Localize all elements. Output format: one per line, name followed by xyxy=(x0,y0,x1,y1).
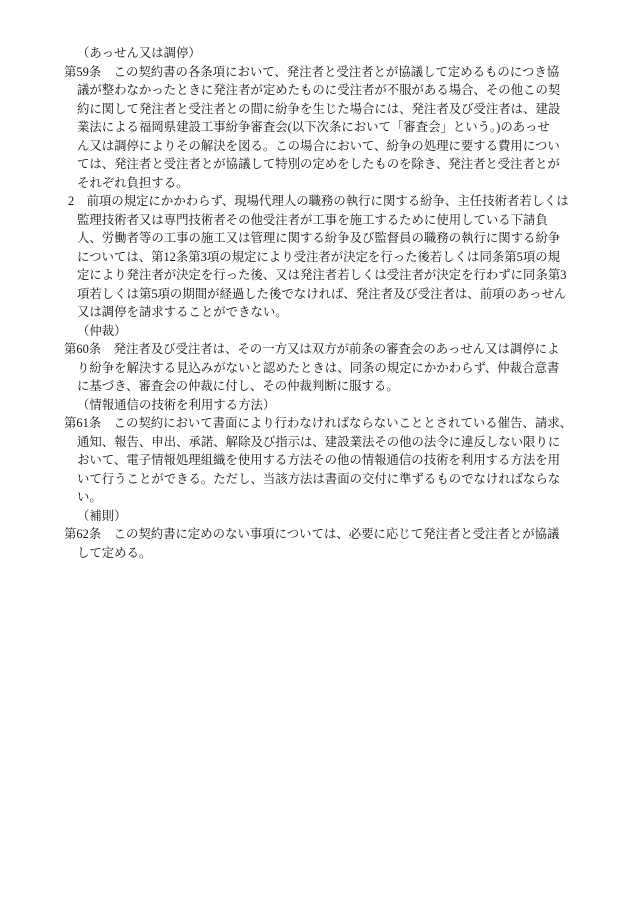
text-line: 項若しくは第5項の期間が経過した後でなければ、発注者及び受注者は、前項のあっせん xyxy=(77,286,567,301)
clause-caption: （補則） xyxy=(77,508,127,523)
text-line: 人、労働者等の工事の施工又は管理に関する紛争及び監督員の職務の執行に関する紛争 xyxy=(77,231,561,245)
text-line: それぞれ負担する。 xyxy=(77,175,189,190)
paragraph-line: 2 前項の規定にかかわらず、現場代理人の職務の執行に関する紛争、主任技術者若しくは xyxy=(68,194,569,208)
text-line: ん又は調停によりその解決を図る。この場合において、紛争の処理に要する費用につい xyxy=(77,138,560,153)
article-line: 第60条 発注者及び受注者は、その一方又は双方が前条の審査会のあっせん又は調停によ xyxy=(64,342,560,356)
text-line: 業法による福岡県建設工事紛争審査会(以下次条において「審査会」という。)のあっせ xyxy=(77,120,550,134)
text-line: 監理技術者又は専門技術者その他受注者が工事を施工するために使用している下請負 xyxy=(77,212,548,227)
contract-text-block xyxy=(64,44,573,562)
article-line: 第62条 この契約書に定めのない事項については、必要に応じて発注者と受注者とが協議 xyxy=(64,527,560,541)
article-line: 第61条 この契約において書面により行わなければならないこととされている催告、請求、 xyxy=(64,416,573,430)
text-line: 議が整わなかったときに発注者が定めたものに受注者が不服がある場合、その他この契 xyxy=(77,83,561,97)
text-line: いて行うことができる。ただし、当該方法は書面の交付に準ずるものでなければならな xyxy=(77,471,561,486)
text-line: に基づき、審査会の仲裁に付し、その仲裁判断に服する。 xyxy=(77,379,399,393)
text-line: 又は調停を請求することができない。 xyxy=(77,305,288,319)
text-line: 約に関して発注者と受注者との間に紛争を生じた場合には、発注者及び受注者は、建設 xyxy=(77,101,561,116)
text-line: 定により発注者が決定を行った後、又は発注者若しくは受注者が決定を行わずに同条第3 xyxy=(77,268,567,282)
clause-caption: （情報通信の技術を利用する方法） xyxy=(77,397,276,412)
article-line: 第59条 この契約書の各条項において、発注者と受注者とが協議して定めるものにつき協 xyxy=(64,64,560,79)
text-line: 通知、報告、申出、承諾、解除及び指示は、建設業法その他の法令に違反しない限りに xyxy=(77,434,561,449)
text-line: い。 xyxy=(77,490,102,504)
text-line: については、第12条第3項の規定により受注者が決定を行った後若しくは同条第5項の規 xyxy=(77,249,560,264)
clause-caption: （仲裁） xyxy=(77,323,127,338)
text-line: おいて、電子情報処理組織を使用する方法その他の情報通信の技術を利用する方法を用 xyxy=(77,453,560,467)
text-line: り紛争を解決する見込みがないと認めたときは、同条の規定にかかわらず、仲裁合意書 xyxy=(77,360,560,375)
text-line: ては、発注者と受注者とが協議して特別の定めをしたものを除き、発注者と受注者とが xyxy=(77,157,560,171)
clause-caption: （あっせん又は調停） xyxy=(77,46,201,60)
text-line: して定める。 xyxy=(77,545,152,560)
